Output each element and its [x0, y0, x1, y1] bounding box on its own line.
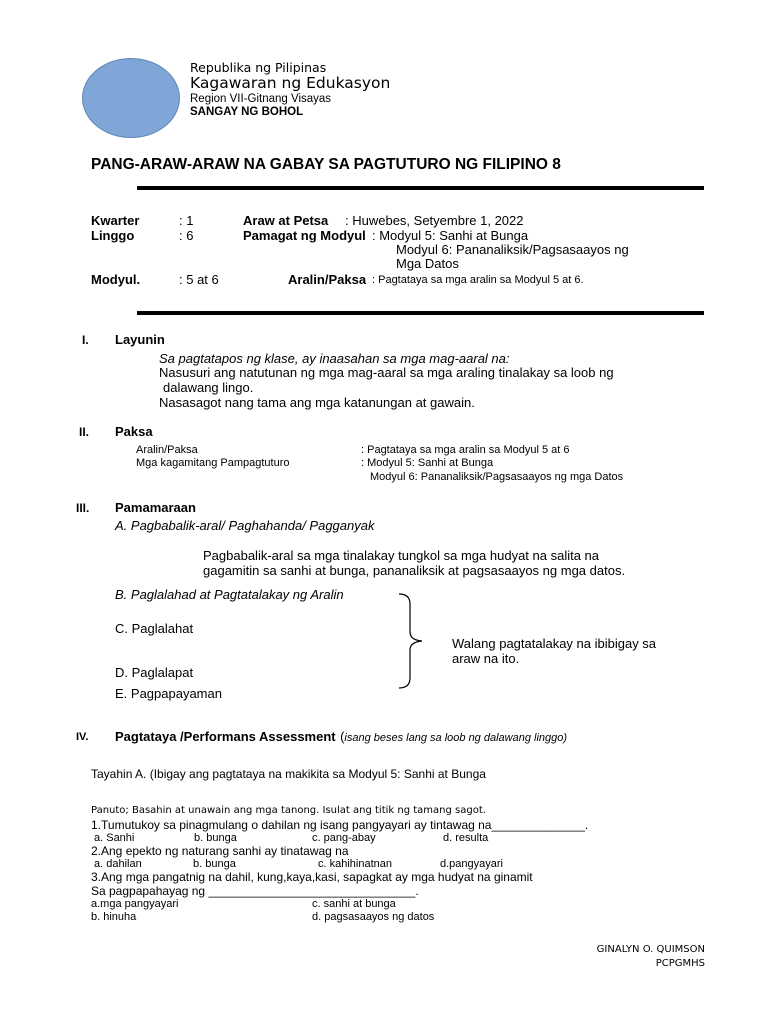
layunin-objective-1: Nasusuri ang natutunan ng mga mag-aaral sa mga araling tinalakay sa loob ng — [159, 365, 614, 380]
section-4-note: isang beses lang sa loob ng dalawang linggo) — [344, 732, 568, 744]
pamamaraan-item-e: E. Pagpapayaman — [115, 686, 222, 701]
brace-note-line-2: araw na ito. — [452, 651, 520, 666]
paksa-label: Aralin/Paksa — [136, 444, 198, 456]
aralin-label: Aralin/Paksa — [288, 272, 367, 287]
kwarter-label: Kwarter — [91, 213, 140, 228]
signature-name: GINALYN O. QUIMSON — [596, 944, 705, 955]
modyul-value: : 5 at 6 — [179, 272, 219, 287]
question-3-cont: Sa pagpapahayag ng _______________________________. — [91, 884, 419, 898]
q1-choice-a: a. Sanhi — [94, 832, 135, 844]
pamagat-value-3: Mga Datos — [396, 256, 459, 271]
question-1: 1.Tumutukoy sa pinagmulang o dahilan ng isang pangyayari ay tintawag na______________. — [91, 818, 589, 832]
section-2-heading: Paksa — [115, 424, 153, 439]
section-4-heading: Pagtataya /Performans Assessment — [115, 729, 336, 744]
kagamitan-value-2: Modyul 6: Pananaliksik/Pagsasaayos ng mga Datos — [370, 471, 624, 483]
araw-value: : Huwebes, Setyembre 1, 2022 — [345, 213, 524, 228]
q2-choice-c: c. kahihinatnan — [318, 858, 392, 870]
aralin-value: : Pagtataya sa mga aralin sa Modyul 5 at 6. — [372, 274, 584, 286]
kagamitan-value: : Modyul 5: Sanhi at Bunga — [361, 457, 494, 469]
layunin-objective-2: Nasasagot nang tama ang mga katanungan at gawain. — [159, 395, 475, 410]
kagamitan-label: Mga kagamitang Pampagtuturo — [136, 457, 290, 469]
araw-label: Araw at Petsa — [243, 213, 329, 228]
layunin-objective-1-cont: dalawang lingo. — [163, 380, 254, 395]
section-4-paren: ( — [340, 729, 345, 744]
pamamaraan-item-b: B. Paglalahad at Pagtatalakay ng Aralin — [115, 587, 344, 602]
header-department: Kagawaran ng Edukasyon — [190, 74, 391, 92]
section-1-number: I. — [82, 333, 89, 347]
header-republic: Republika ng Pilipinas — [190, 60, 327, 75]
balik-aral-text-2: gagamitin sa sanhi at bunga, pananaliksik at pagsasaayos ng mga datos. — [203, 563, 626, 578]
pamagat-label: Pamagat ng Modyul — [243, 228, 366, 243]
header-division: SANGAY NG BOHOL — [190, 106, 304, 118]
q2-choice-d: d.pangyayari — [440, 858, 503, 870]
linggo-label: Linggo — [91, 228, 135, 243]
tayahin-instruction: Tayahin A. (Ibigay ang pagtataya na makikita sa Modyul 5: Sanhi at Bunga — [91, 767, 486, 781]
section-2-number: II. — [79, 425, 90, 439]
balik-aral-text-1: Pagbabalik-aral sa mga tinalakay tungkol sa mga hudyat na salita na — [203, 548, 600, 563]
page-title: PANG-ARAW-ARAW NA GABAY SA PAGTUTURO NG FILIPINO 8 — [91, 156, 561, 173]
question-2: 2.Ang epekto ng naturang sanhi ay tinatawag na — [91, 844, 349, 858]
q3-choice-c: c. sanhi at bunga — [312, 898, 396, 910]
linggo-value: : 6 — [179, 228, 194, 243]
signature-school: PCPGMHS — [655, 958, 705, 969]
layunin-intro: Sa pagtatapos ng klase, ay inaasahan sa mga mag-aaral na: — [159, 351, 510, 366]
paksa-value: : Pagtataya sa mga aralin sa Modyul 5 at 6 — [361, 444, 570, 456]
pamamaraan-item-d: D. Paglalapat — [115, 665, 194, 680]
modyul-label: Modyul. — [91, 272, 141, 287]
kwarter-value: : 1 — [179, 213, 194, 228]
pamamaraan-item-a: A. Pagbabalik-aral/ Paghahanda/ Pagganyak — [115, 518, 375, 533]
deped-logo — [82, 58, 180, 138]
pamamaraan-item-c: C. Paglalahat — [115, 621, 194, 636]
q3-choice-b: b. hinuha — [91, 911, 137, 923]
info-divider — [137, 311, 704, 315]
pamagat-value: : Modyul 5: Sanhi at Bunga — [372, 228, 529, 243]
q2-choice-b: b. bunga — [193, 858, 236, 870]
section-4-heading-line — [115, 728, 567, 746]
curly-brace-icon — [398, 592, 428, 690]
q1-choice-c: c. pang-abay — [312, 832, 376, 844]
pamagat-value-2: Modyul 6: Pananaliksik/Pagsasaayos ng — [396, 242, 629, 257]
q1-choice-d: d. resulta — [443, 832, 489, 844]
brace-note-line-1: Walang pagtatalakay na ibibigay sa — [452, 636, 657, 651]
section-3-heading: Pamamaraan — [115, 500, 196, 515]
q3-choice-a: a.mga pangyayari — [91, 898, 179, 910]
section-4-number: IV. — [76, 731, 89, 743]
section-1-heading: Layunin — [115, 332, 165, 347]
q1-choice-b: b. bunga — [194, 832, 237, 844]
header-region: Region VII-Gitnang Visayas — [190, 93, 332, 105]
q2-choice-a: a. dahilan — [94, 858, 142, 870]
section-3-number: III. — [76, 501, 90, 515]
top-divider — [137, 186, 704, 190]
q3-choice-d: d. pagsasaayos ng datos — [312, 911, 435, 923]
panuto-text: Panuto; Basahin at unawain ang mga tanong. Isulat ang titik ng tamang sagot. — [91, 805, 486, 816]
question-3: 3.Ang mga pangatnig na dahil, kung,kaya,kasi, sapagkat ay mga hudyat na ginamit — [91, 870, 533, 884]
